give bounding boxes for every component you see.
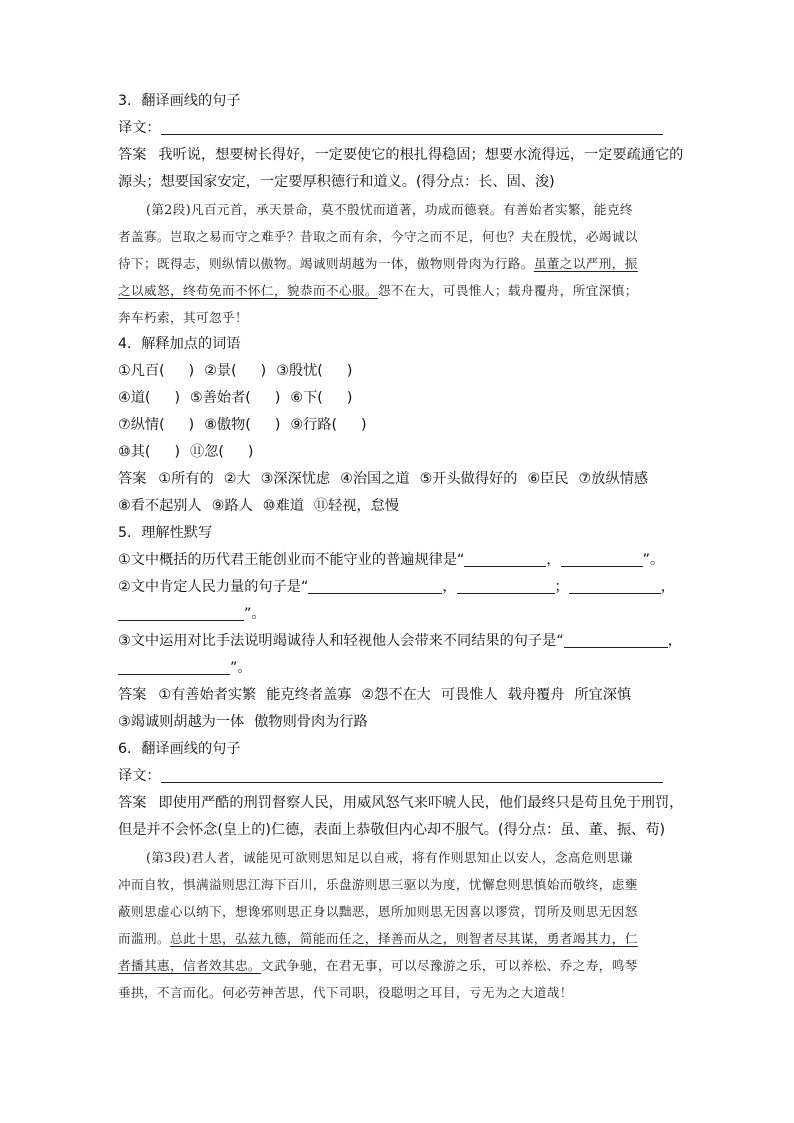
- q4-item: ⑪忽(: [190, 444, 224, 460]
- q3-answer-line-2: 源头；想要国家安定，一定要厚积德行和道义。(得分点：长、固、浚): [118, 174, 555, 190]
- q4-row-4: [118, 439, 680, 466]
- q5-answer-item: 能克终者盖寡: [266, 687, 352, 703]
- q5-blank[interactable]: [569, 578, 661, 594]
- q4-item: ①凡百(: [118, 363, 165, 379]
- passage2-underlined-3: 貌恭而不心服。: [286, 283, 378, 298]
- passage3-underlined-1: 总此十思，弘兹九德，简能而任之，择善而从之，则智者尽其谋，勇者竭其力，仁: [169, 931, 638, 946]
- q4-close-paren: ): [247, 444, 254, 460]
- q6-answer-line-1: [118, 790, 684, 817]
- q4-answer-label: 答案: [118, 471, 147, 487]
- passage3-line-2: 冲而自牧，惧满溢则思江海下百川，乐盘游则思三驱以为度，忧懈怠则思慎始而敬终，虑壅: [118, 877, 638, 892]
- q5-blank[interactable]: [457, 578, 555, 594]
- q3-translation-label: 译文：: [118, 120, 161, 136]
- q6-title: 6．翻译画线的句子: [118, 741, 241, 757]
- q4-answer-item: ⑩难道: [262, 498, 304, 514]
- q5-title: 5．理解性默写: [118, 525, 213, 541]
- q3-title: 3．翻译画线的句子: [118, 93, 241, 109]
- q5-punct: ，: [667, 633, 682, 649]
- passage2-line-3-text: 待下；既得志，则纵情以傲物。竭诚则胡越为一体，傲物则骨肉为行路。: [118, 256, 534, 271]
- q4-close-paren: ): [346, 390, 353, 406]
- q4-answer-item: ⑤开头做得好的: [419, 471, 518, 487]
- q5-item-3-cont: [118, 655, 680, 682]
- q4-close-paren: ): [174, 390, 180, 406]
- passage3-line-6: 垂拱，不言而化。何必劳神苦思，代下司职，役聪明之耳目，亏无为之大道哉！: [118, 985, 573, 1000]
- q5-punct: ；: [554, 579, 569, 595]
- q4-answer-item: ⑧看不起别人: [118, 498, 202, 514]
- q4-close-paren: ): [361, 417, 367, 433]
- q4-answer-line-2: [118, 493, 680, 520]
- q5-answer-item: 所宜深慎: [574, 687, 632, 703]
- q4-answer-item: ②大: [223, 471, 251, 487]
- q4-answer-line-1: [118, 466, 680, 493]
- q4-row-2: [118, 385, 680, 412]
- q4-item: ⑨行路(: [290, 417, 338, 433]
- passage2-line-1: (第2段)凡百元首，承天景命，莫不殷忧而道著，功成而德衰。有善始者实繁，能克终: [146, 202, 633, 217]
- q3-translation-blank[interactable]: [161, 119, 663, 135]
- passage3-line-4-text: 而滥刑。: [118, 931, 170, 946]
- q4-item: ⑥下(: [290, 390, 323, 406]
- q5-item-2: [118, 574, 680, 601]
- q5-item-1-text: ①文中概括的历代君王能创业而不能守业的普遍规律是“: [118, 552, 465, 568]
- q4-item: ⑧傲物(: [204, 417, 251, 433]
- q4-item: ⑦纵情(: [118, 417, 165, 433]
- q6-answer-line-2: 但是并不会怀念(皇上的)仁德，表面上恭敬但内心却不服气。(得分点：虽、董、振、苟): [118, 822, 666, 838]
- passage2-underlined-1: 虽董之以严刑，振: [533, 256, 638, 271]
- q4-item: ③殷忧(: [276, 363, 323, 379]
- q5-blank[interactable]: [118, 659, 230, 675]
- q4-row-1: [118, 358, 680, 385]
- q5-answer-item: 载舟覆舟: [507, 687, 565, 703]
- q5-item-2-cont: [118, 601, 680, 628]
- q5-punct: ，: [546, 552, 561, 568]
- q4-answer-item: ①所有的: [158, 471, 214, 487]
- q6-translation-line: [118, 763, 680, 790]
- q5-answer-item: 可畏惟人: [440, 687, 498, 703]
- q4-answer-item: ③深深忧虑: [260, 471, 331, 487]
- q4-item: ②景(: [204, 363, 237, 379]
- q4-answer-item: ⑨路人: [211, 498, 253, 514]
- q5-answer-item: ③竭诚则胡越为一体: [118, 714, 245, 730]
- q4-close-paren: ): [260, 363, 267, 379]
- q4-answer-item: ⑥臣民: [527, 471, 569, 487]
- q5-answer-item: 傲物则骨肉为行路: [254, 714, 368, 730]
- q5-item-2-text: ②文中肯定人民力量的句子是“: [118, 579, 309, 595]
- document-page: [118, 88, 684, 1006]
- q4-title: 4．解释加点的词语: [118, 336, 241, 352]
- q4-answer-item: ⑪轻视，怠慢: [313, 498, 400, 514]
- q6-translation-label: 译文：: [118, 768, 161, 784]
- q5-punct: ”。: [642, 552, 665, 568]
- q4-close-paren: ): [274, 417, 281, 433]
- q3-answer-text-1: 我听说，想要树长得好，一定要使它的根扎得稳固；想要水流得远，一定要疏通它的: [158, 147, 684, 163]
- q5-item-3: [118, 628, 680, 655]
- passage3-line-5-rest: 文武争驰，在君无事，可以尽豫游之乐，可以养松、乔之寿，鸣琴: [260, 958, 638, 973]
- passage2-line-4: [118, 277, 680, 304]
- passage3-line-1: (第3段)君人者，诚能见可欲则思知足以自戒，将有作则思知止以安人，念高危则思谦: [146, 850, 633, 865]
- q5-blank[interactable]: [564, 632, 668, 648]
- passage2-line-4-rest: 怨不在大，可畏惟人；载舟覆舟，所宜深慎；: [377, 283, 638, 298]
- passage3-underlined-2: 者播其惠，信者效其忠。: [118, 958, 261, 973]
- q5-punct: ，: [442, 579, 457, 595]
- passage2-line-3: [118, 250, 680, 277]
- q4-close-paren: ): [346, 363, 353, 379]
- q5-item-1: [118, 547, 680, 574]
- q6-answer-text-1: 即使用严酷的刑罚督察人民，用威风怒气来吓唬人民，他们最终只是苟且免于刑罚，: [158, 795, 684, 811]
- q6-answer-label: 答案: [118, 795, 147, 811]
- q4-item: ④道(: [118, 390, 151, 406]
- q4-answer-item: ⑦放纵情感: [578, 471, 649, 487]
- q5-blank[interactable]: [561, 551, 643, 567]
- q4-close-paren: ): [188, 417, 195, 433]
- q5-item-3-text: ③文中运用对比手法说明竭诚待人和轻视他人会带来不同结果的句子是“: [118, 633, 564, 649]
- q5-punct: ”。: [244, 606, 266, 622]
- q4-row-3: [118, 412, 680, 439]
- q3-answer-line-1: [118, 142, 684, 169]
- q4-answer-item: ④治国之道: [340, 471, 410, 487]
- q6-translation-blank[interactable]: [161, 767, 663, 783]
- q5-answer-line-2: [118, 709, 680, 736]
- q4-close-paren: ): [274, 390, 281, 406]
- q5-blank[interactable]: [118, 605, 244, 621]
- q5-blank[interactable]: [464, 551, 546, 567]
- q4-close-paren: ): [174, 444, 180, 460]
- passage2-line-2: 者盖寡。岂取之易而守之难乎？昔取之而有余，今守之而不足，何也？夫在殷忧，必竭诚以: [118, 229, 638, 244]
- q3-answer-label: 答案: [118, 147, 147, 163]
- q4-close-paren: ): [188, 363, 195, 379]
- q5-punct: ，: [660, 579, 675, 595]
- q5-answer-item: ①有善始者实繁: [158, 687, 257, 703]
- q5-answer-item: ②怨不在大: [361, 687, 431, 703]
- passage3-line-5: [118, 952, 680, 979]
- passage2-line-5: 奔车朽索，其可忽乎！: [118, 310, 248, 325]
- q5-answer-label: 答案: [118, 687, 147, 703]
- q4-item: ⑤善始者(: [190, 390, 251, 406]
- passage3-line-3: 蔽则思虚心以纳下，想谗邪则思正身以黜恶，恩所加则思无因喜以谬赏，罚所及则思无因怒: [118, 904, 638, 919]
- q5-answer-line-1: [118, 682, 680, 709]
- q3-translation-line: [118, 115, 680, 142]
- passage2-underlined-2: 之以威怒，终苟免而不怀仁，: [118, 283, 287, 298]
- q5-punct: ”。: [230, 660, 252, 676]
- q5-blank[interactable]: [308, 578, 442, 594]
- passage3-line-4: [118, 925, 680, 952]
- q4-item: ⑩其(: [118, 444, 151, 460]
